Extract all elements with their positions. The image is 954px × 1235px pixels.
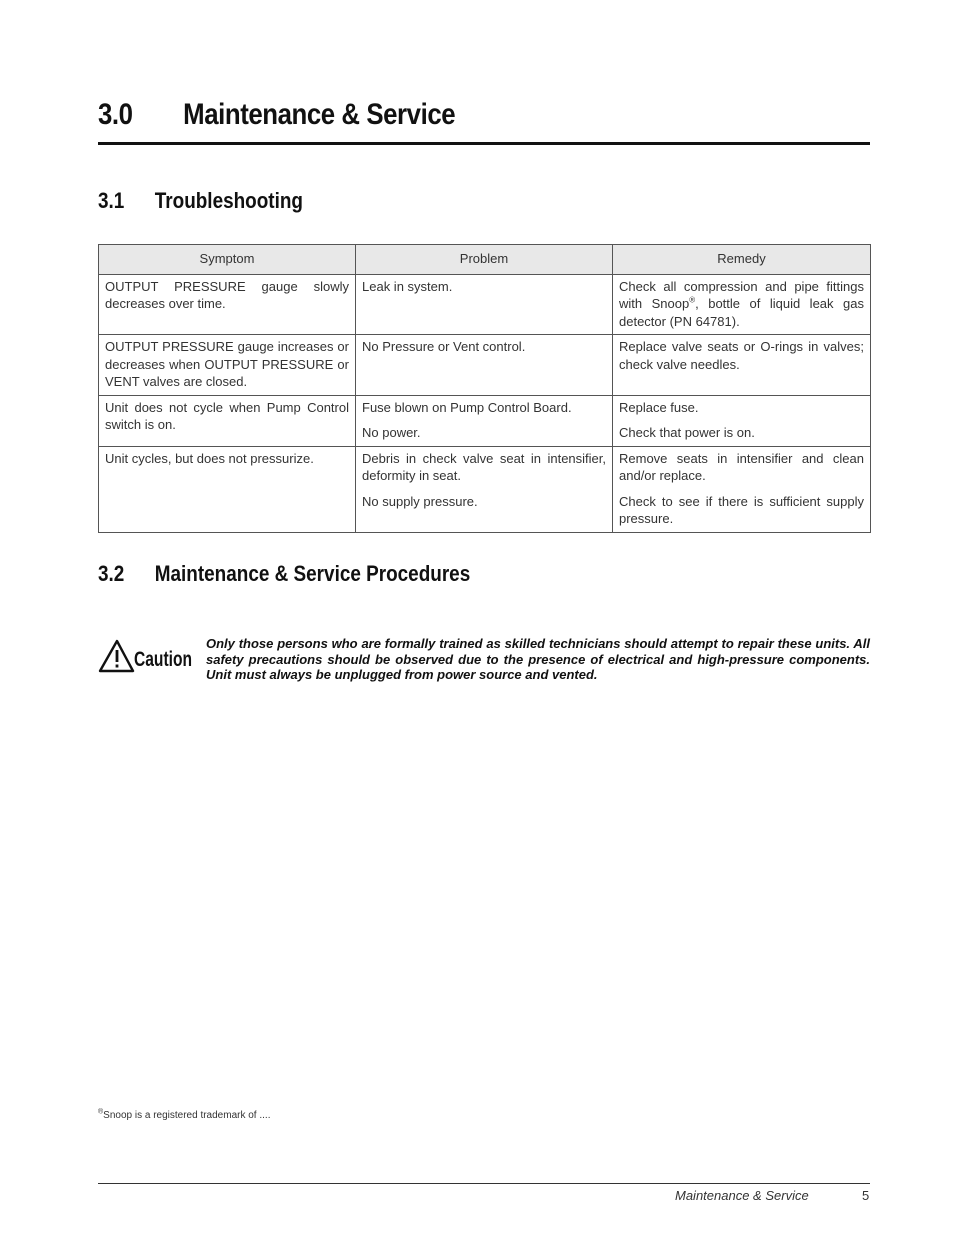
- chapter-title: Maintenance & Service: [183, 98, 456, 131]
- chapter-number: 3.0: [98, 98, 133, 131]
- problem-cell: [356, 446, 613, 532]
- page-number: 5: [862, 1188, 870, 1203]
- footnote: [98, 1110, 270, 1121]
- problem-cell: [356, 335, 613, 396]
- symptom-cell: [99, 446, 356, 532]
- remedy-cell: [613, 335, 871, 396]
- remedy-cell: [613, 446, 871, 532]
- footer-rule: [98, 1183, 870, 1184]
- column-header-symptom: Symptom: [99, 245, 356, 275]
- cell-text: Remove seats in intensifier and clean and/or replace.: [619, 450, 864, 483]
- cell-text: Check that power is on.: [619, 425, 755, 440]
- section-number: 3.2: [98, 561, 125, 586]
- chapter-heading: [98, 98, 762, 132]
- section-number: 3.1: [98, 188, 125, 213]
- cell-text: No supply pressure.: [362, 493, 478, 509]
- registered-mark: ®: [689, 295, 696, 305]
- symptom-cell: [99, 395, 356, 446]
- warning-triangle-icon: [98, 638, 198, 674]
- cell-text: Replace fuse.: [619, 399, 699, 415]
- cell-text: Leak in system.: [362, 278, 453, 294]
- cell-text: No power.: [362, 425, 421, 440]
- table-header-row: [99, 245, 871, 275]
- symptom-cell: [99, 335, 356, 396]
- cell-text: No Pressure or Vent control.: [362, 339, 526, 354]
- footnote-text: Snoop is a registered trademark of ....: [103, 1110, 271, 1121]
- registered-mark: ®: [98, 1108, 104, 1116]
- cell-text: Replace valve seats or O-rings in valves; check valve needles.: [619, 339, 864, 372]
- heading-rule: [98, 142, 870, 145]
- symptom-cell: [99, 274, 356, 335]
- remedy-cell: [613, 274, 871, 335]
- section-title: Maintenance & Service Procedures: [154, 561, 471, 586]
- cell-text: Debris in check valve seat in intensifier, deformity in seat.: [362, 450, 606, 483]
- cell-text: Unit does not cycle when Pump Control switch is on.: [105, 399, 349, 432]
- section-title: Troubleshooting: [154, 188, 303, 213]
- table-row: [99, 395, 871, 446]
- table-row: [99, 274, 871, 335]
- remedy-text-end: , bottle of liquid leak gas detector (PN 64781).: [619, 296, 864, 329]
- table-row: [99, 335, 871, 396]
- troubleshooting-table: [98, 244, 871, 533]
- caution-label: Caution: [134, 648, 192, 671]
- section-heading-troubleshooting: [98, 188, 303, 214]
- column-header-remedy: Remedy: [613, 245, 871, 275]
- cell-text: Unit cycles, but does not pressurize.: [105, 450, 314, 466]
- cell-text: OUTPUT PRESSURE gauge slowly decreases over time.: [105, 278, 349, 311]
- problem-cell: [356, 395, 613, 446]
- column-header-problem: Problem: [356, 245, 613, 275]
- cell-text: [619, 278, 864, 331]
- table-row: [99, 446, 871, 532]
- cell-text: OUTPUT PRESSURE gauge increases or decreases when OUTPUT PRESSURE or VENT valves are closed.: [105, 339, 349, 389]
- footer-title: Maintenance & Service: [675, 1188, 809, 1203]
- remedy-text-start: Check all compression and pipe fittings with Snoop: [619, 278, 864, 311]
- section-heading-procedures: [98, 561, 470, 587]
- cell-text: Check to see if there is sufficient supply pressure.: [619, 493, 864, 526]
- remedy-cell: [613, 395, 871, 446]
- problem-cell: [356, 274, 613, 335]
- caution-text: Only those persons who are formally trained as skilled technicians should attempt to repair these units. All safety precautions should be observed due to the presence of electrical and high-pressure components. Unit must always be unplugged from power source and vented.: [206, 636, 870, 682]
- cell-text: Fuse blown on Pump Control Board.: [362, 399, 572, 415]
